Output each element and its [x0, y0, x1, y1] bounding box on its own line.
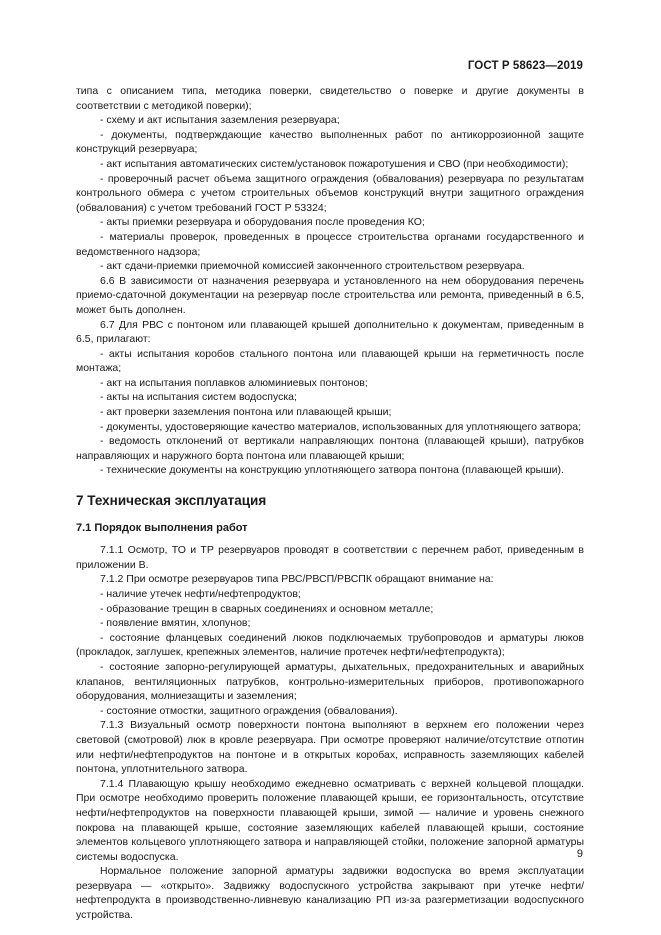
list-item: - проверочный расчет объема защитного ограждения (обвалования) резервуара по результатам контрольного обмера с учетом строительных объемов конструкций внутри защитного ограждения (обвалования) с учетом требований ГОСТ Р 53324;	[76, 172, 584, 214]
paragraph: 7.1.2 При осмотре резервуаров типа РВС/РВСП/РВСПК обращают внимание на:	[100, 573, 494, 586]
list-item: - наличие утечек нефти/нефтепродуктов;	[100, 588, 301, 600]
list-item: - состояние фланцевых соединений люков подключаемых трубопроводов и арматуры люков (прокладок, заглушек, крепежных элементов, наличие протечек нефти/нефтепродукта);	[76, 631, 584, 659]
document-code-header: ГОСТ Р 58623—2019	[467, 60, 583, 72]
list-item: - акт сдачи-приемки приемочной комиссией законченного строительством резервуара.	[100, 260, 525, 273]
document-body	[76, 84, 584, 923]
paragraph: типа с описанием типа, методика поверки, свидетельство о поверке и другие документы в соответствии с методикой поверки);	[76, 85, 584, 112]
paragraph: 7.1.1 Осмотр, ТО и ТР резервуаров проводят в соответствии с перечнем работ, приведенным в приложении В.	[76, 544, 584, 571]
list-item: - технические документы на конструкцию уплотняющего затвора понтона (плавающей крыши).	[100, 464, 564, 477]
list-item: - акт на испытания поплавков алюминиевых понтонов;	[100, 376, 368, 389]
list-item: - документы, подтверждающие качество выполненных работ по антикоррозионной защите конструкций резервуара;	[76, 128, 584, 156]
page-number: 9	[576, 848, 583, 860]
paragraph: 6.6 В зависимости от назначения резервуара и установленного на нем оборудования перечень приемо-сдаточной документации на резервуар после строительства или ремонта, приведенный в 6.5, может быть дополнен.	[76, 274, 584, 316]
list-item: - появление вмятин, хлопунов;	[100, 617, 251, 630]
list-item: - акты приемки резервуара и оборудования после проведения КО;	[100, 216, 425, 229]
list-item: - материалы проверок, проведенных в процессе строительства органами государственного и ведомственного надзора;	[76, 230, 584, 258]
list-item: - акты на испытания систем водоспуска;	[100, 391, 297, 404]
list-item: - акты испытания коробов стального понтона или плавающей крыши на герметичность после монтажа;	[76, 347, 584, 375]
paragraph: 7.1.4 Плавающую крышу необходимо ежедневно осматривать с верхней кольцевой площадки. При осмотре необходимо проверить положение плавающей крыши, ее горизонтальность, отсутствие нефти/нефтепродуктов на поверхности плавающей крыши, зимой — наличие и уровень снежного покрова на плавающей крыше, состояние заземляющих кабелей плавающей крыши, состояние элементов кольцевого уплотняющего затвора и направляющей стойки, положение запорной арматуры системы водоспуска.	[76, 777, 584, 863]
subsection-title: 7.1 Порядок выполнения работ	[76, 521, 248, 534]
section-title: 7 Техническая эксплуатация	[76, 493, 267, 509]
list-item: - документы, удостоверяющие качество материалов, использованных для уплотняющего затвора;	[100, 420, 581, 433]
list-item: - ведомость отклонений от вертикали направляющих понтона (плавающей крыши), патрубков направляющих и наружного борта понтона или плавающей крыши;	[76, 435, 584, 462]
list-item: - схему и акт испытания заземления резервуара;	[100, 114, 340, 127]
list-item: - состояние запорно-регулирующей арматуры, дыхательных, предохранительных и аварийных клапанов, вентиляционных патрубков, контрольно-измерительных приборов, противопожарного оборудования, молниезащиты и заземления;	[76, 660, 584, 703]
list-item: - акт проверки заземления понтона или плавающей крыши;	[100, 406, 392, 419]
list-item: - состояние отмостки, защитного ограждения (обвалования).	[100, 704, 398, 717]
list-item: - образование трещин в сварных соединениях и основном металле;	[100, 602, 434, 615]
paragraph: 7.1.3 Визуальный осмотр поверхности понтона выполняют в верхнем его положении через световой (смотровой) люк в кровле резервуара. При осмотре проверяют наличие/отсутствие отпотин или нефти/нефтепродуктов на понтоне и в открытых коробах, исправность заземляющих кабелей понтона, уплотнительного затвора.	[76, 719, 584, 776]
paragraph: 6.7 Для РВС с понтоном или плавающей крышей дополнительно к документам, приведенным в 6.5, прилагают:	[76, 318, 584, 346]
paragraph: Нормальное положение запорной арматуры задвижки водоспуска во время эксплуатации резервуара — «открыто». Задвижку водоспускного устройства закрывают при утечке нефти/нефтепродукта в производственно-ливневую канализацию РП из-за разгерметизации водоспускного устройства.	[76, 865, 584, 922]
list-item: - акт испытания автоматических систем/установок пожаротушения и СВО (при необходимости);	[100, 157, 569, 170]
